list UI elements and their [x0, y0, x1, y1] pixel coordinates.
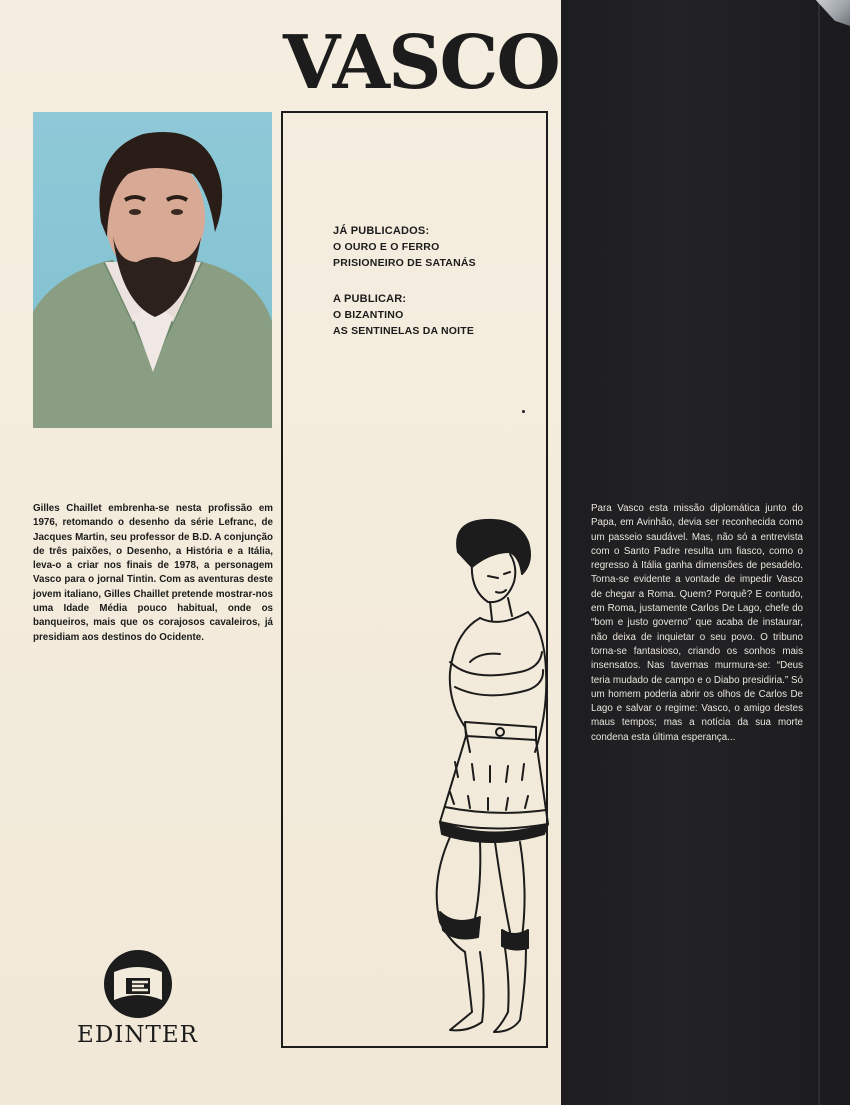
story-synopsis: Para Vasco esta missão diplomática junto do Papa, em Avinhão, devia ser reconhecida como um passeio saudável. Mas, não só a entrevista com o Santo Padre resulta um fiasco, como o regresso à Itália ganha dimensões de pesadelo. Torna-se evidente a vontade de impedir Vasco de chegar a Roma. Quem? Porquê? E contudo, em Roma, justamente Carlos De Lago, chefe do “bom e justo governo” que acaba de instaurar, não deixa de inquietar o seu povo. O tribuno torna-se fantasioso, criando os sonhos mais insensatos. Nas tavernas murmura-se: “Deus teria mudado de campo e o Diabo presidiria.” Só um homem poderia abrir os olhos de Carlos De Lago e salvar o regime: Vasco, o amigo destes maus tempos; mas a notícia da sua morte condena esta última esperança... [591, 503, 803, 743]
spine-crease [818, 0, 820, 1105]
upcoming-title-2: AS SENTINELAS DA NOITE [333, 325, 475, 337]
published-heading: JÁ PUBLICADOS: [333, 225, 430, 237]
upcoming-heading: A PUBLICAR: [333, 293, 407, 305]
catalog-list [333, 223, 543, 339]
upcoming-title-1: O BIZANTINO [333, 309, 404, 321]
print-speck [522, 410, 525, 413]
published-title-1: O OURO E O FERRO [333, 241, 440, 253]
series-title: VASCO [283, 20, 559, 106]
publisher-name: EDINTER [77, 1022, 198, 1048]
vasco-character-drawing-icon [410, 512, 550, 1042]
author-bio: Gilles Chaillet embrenha-se nesta profissão em 1976, retomando o desenho da série Lefranc, de Jacques Martin, seu professor de B.D. A conjunção de três paixões, o Desenho, a História e a Itália, leva-o a criar nos finais de 1978, a personagem Vasco para o jornal Tintin. Com as aventuras deste jovem italiano, Gilles Chaillet pretende mostrar-nos uma Idade Média pouco habitual, onde os banqueiros, mais que os corajosos cavaleiros, já presidiam aos destinos do Ocidente. [33, 503, 273, 643]
author-photo [33, 112, 272, 428]
author-portrait-icon [33, 112, 272, 428]
published-title-2: PRISIONEIRO DE SATANÁS [333, 257, 476, 269]
publisher-logo-icon [102, 948, 174, 1020]
